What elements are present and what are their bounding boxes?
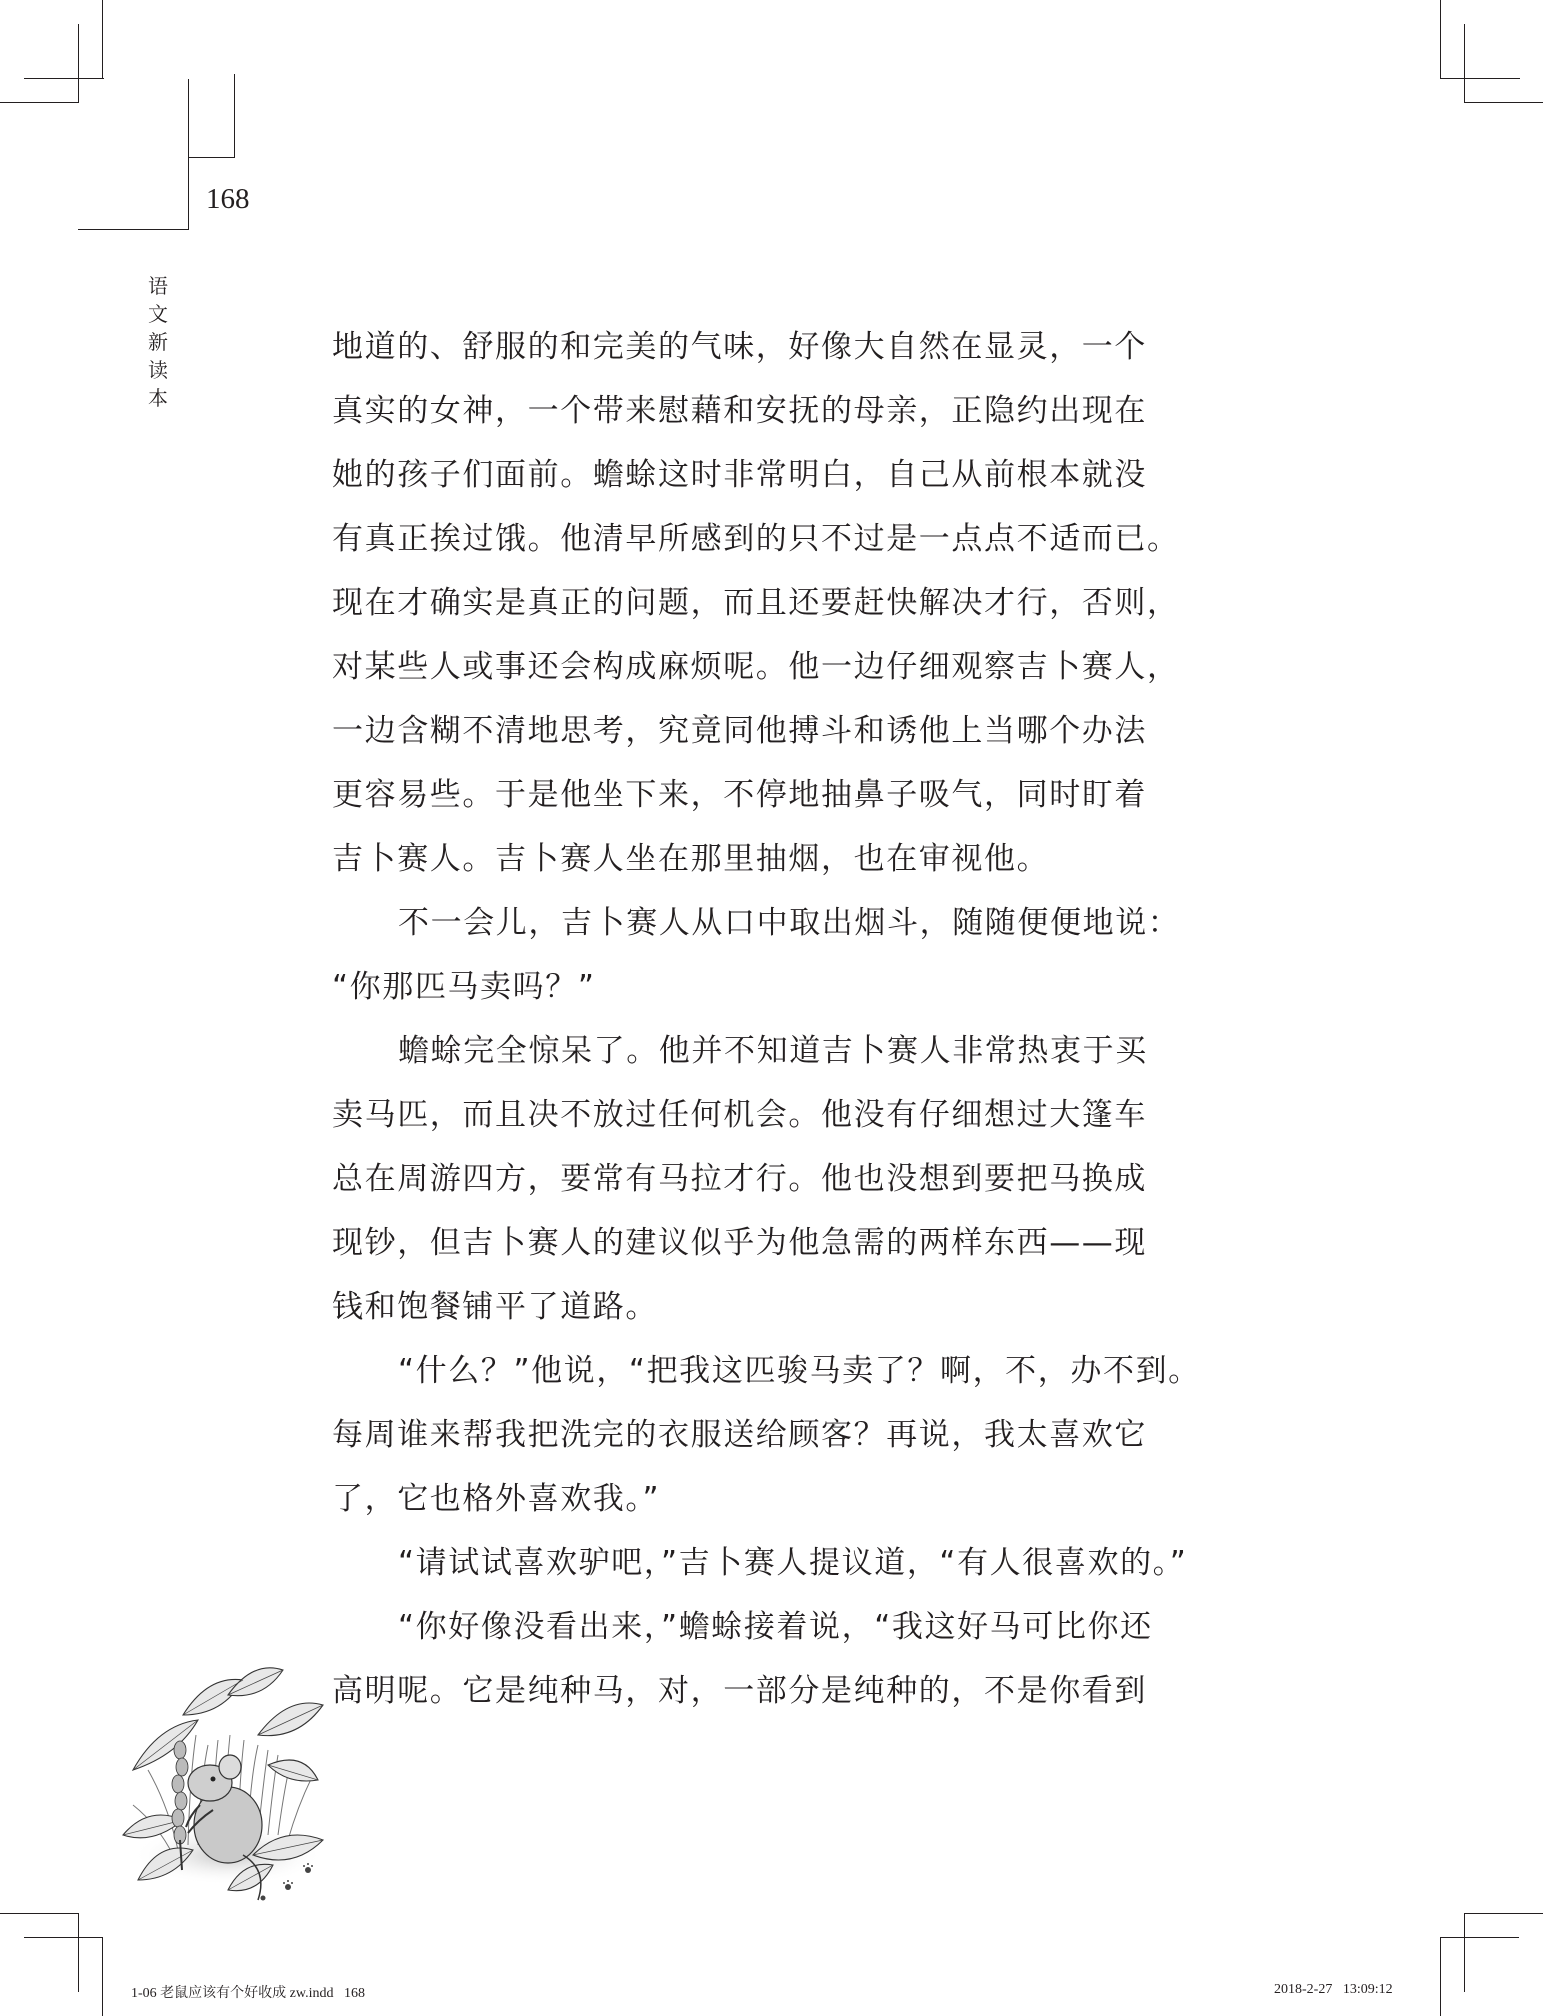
text-line: 了，它也格外喜欢我。”	[332, 1481, 661, 1517]
book-title-vertical	[146, 272, 170, 412]
crop-mark-top-right-v1	[1440, 0, 1441, 79]
text-line: 钱和饱餐铺平了道路。	[332, 1289, 658, 1325]
crop-mark-bottom-left-h1	[0, 1913, 79, 1914]
crop-mark-bottom-left-v1	[78, 1913, 79, 1992]
page-number: 168	[206, 183, 250, 215]
text-line: 更容易些。于是他坐下来，不停地抽鼻子吸气，同时盯着	[332, 777, 1147, 813]
crop-mark-top-right-h2	[1464, 102, 1543, 103]
page-corner-line-h-bottom	[78, 229, 189, 230]
text-line: 地道的、舒服的和完美的气味，好像大自然在显灵，一个	[332, 329, 1147, 365]
text-line: 蟾蜍完全惊呆了。他并不知道吉卜赛人非常热衷于买	[398, 1033, 1148, 1069]
book-title-char: 读	[148, 358, 168, 382]
footer-timestamp: 2018-2-27 13:09:12	[1274, 1982, 1393, 1997]
page-corner-line-v-short	[234, 74, 235, 158]
text-line: 卖马匹，而且决不放过任何机会。他没有仔细想过大篷车	[332, 1097, 1147, 1133]
book-title-char: 语	[148, 274, 168, 298]
text-line: “你那匹马卖吗？”	[332, 969, 596, 1005]
text-line: 不一会儿，吉卜赛人从口中取出烟斗，随随便便地说：	[398, 905, 1181, 941]
crop-mark-bottom-right-h1	[1464, 1913, 1543, 1914]
mouse-illustration	[118, 1655, 338, 1910]
text-line: “请试试喜欢驴吧，”吉卜赛人提议道，“有人很喜欢的。”	[398, 1545, 1188, 1581]
crop-mark-top-left-v1	[102, 0, 103, 79]
text-line: 有真正挨过饿。他清早所感到的只不过是一点点不适而已。	[332, 521, 1180, 557]
crop-mark-top-left-v2	[78, 24, 79, 103]
book-title-char: 本	[148, 386, 168, 410]
text-line: 她的孩子们面前。蟾蜍这时非常明白，自己从前根本就没	[332, 457, 1147, 493]
body-text	[332, 320, 1201, 1728]
text-line: 高明呢。它是纯种马，对，一部分是纯种的，不是你看到	[332, 1673, 1147, 1709]
book-title-char: 新	[148, 330, 168, 354]
mouse-sketch-icon	[118, 1655, 338, 1910]
crop-mark-bottom-left-h2	[24, 1937, 103, 1938]
crop-mark-top-right-v2	[1464, 24, 1465, 103]
crop-mark-top-right-h1	[1440, 78, 1520, 79]
text-line: 现钞，但吉卜赛人的建议似乎为他急需的两样东西——现	[332, 1225, 1147, 1261]
crop-mark-bottom-right-h2	[1440, 1937, 1519, 1938]
text-line: 总在周游四方，要常有马拉才行。他也没想到要把马换成	[332, 1161, 1147, 1197]
text-line: “你好像没看出来，”蟾蜍接着说，“我这好马可比你还	[398, 1609, 1153, 1645]
text-line: 一边含糊不清地思考，究竟同他搏斗和诱他上当哪个办法	[332, 713, 1147, 749]
page-corner-line-h-top	[188, 157, 235, 158]
crop-mark-top-left-h1	[24, 78, 104, 79]
text-line: 现在才确实是真正的问题，而且还要赶快解决才行，否则，	[332, 585, 1180, 621]
crop-mark-bottom-right-v2	[1440, 1937, 1441, 2016]
text-line: 每周谁来帮我把洗完的衣服送给顾客？再说，我太喜欢它	[332, 1417, 1147, 1453]
footer-file-info: 1-06 老鼠应该有个好收成 zw.indd 168	[131, 1986, 365, 2001]
crop-mark-bottom-right-v1	[1464, 1913, 1465, 1992]
crop-mark-bottom-left-v2	[102, 1937, 103, 2016]
crop-mark-top-left-h2	[0, 102, 79, 103]
page-corner-line-v-long	[188, 79, 189, 230]
text-line: 对某些人或事还会构成麻烦呢。他一边仔细观察吉卜赛人，	[332, 649, 1180, 685]
text-line: “什么？”他说，“把我这匹骏马卖了？啊，不，办不到。	[398, 1353, 1201, 1389]
text-line: 吉卜赛人。吉卜赛人坐在那里抽烟，也在审视他。	[332, 841, 1050, 877]
book-title-char: 文	[148, 302, 168, 326]
text-line: 真实的女神，一个带来慰藉和安抚的母亲，正隐约出现在	[332, 393, 1147, 429]
